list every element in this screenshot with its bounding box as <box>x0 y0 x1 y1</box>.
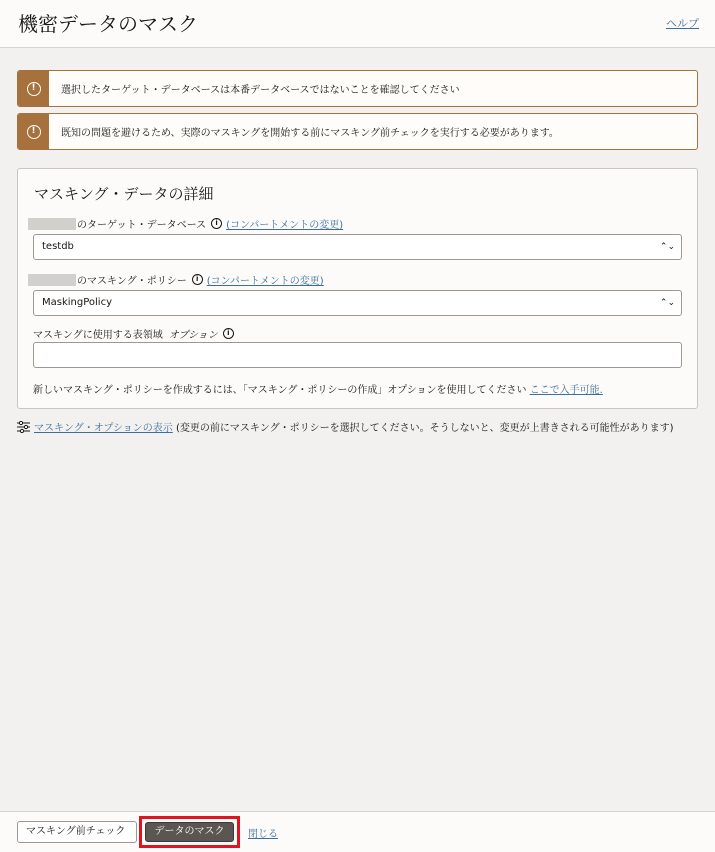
redacted-text <box>28 274 76 286</box>
available-here-link[interactable]: ここで入手可能. <box>529 385 603 396</box>
change-compartment-link[interactable]: (コンパートメントの変更) <box>226 220 344 231</box>
masking-options-row <box>17 421 702 439</box>
warning-text: 既知の問題を避けるため、実際のマスキングを開始する前にマスキング前チェックを実行する必要があります。 <box>61 128 559 139</box>
tablespace-input[interactable] <box>33 342 682 368</box>
mask-data-highlight <box>139 816 240 848</box>
masking-details-panel <box>17 168 698 409</box>
change-compartment-link[interactable]: (コンパートメントの変更) <box>206 276 324 287</box>
target-db-select[interactable] <box>33 234 682 260</box>
panel-title: マスキング・データの詳細 <box>34 185 214 203</box>
masking-options-note: (変更の前にマスキング・ポリシーを選択してください。そうしないと、変更が上書きされる可能性があります) <box>172 423 674 434</box>
target-db-value: testdb <box>42 241 74 252</box>
info-icon[interactable]: i <box>211 218 222 229</box>
create-policy-note <box>33 381 603 396</box>
note-text: 新しいマスキング・ポリシーを作成するには、「マスキング・ポリシーの作成」オプションを使用してください <box>33 385 527 396</box>
redacted-text <box>28 218 76 230</box>
mask-data-button[interactable]: データのマスク <box>145 822 234 842</box>
close-link[interactable]: 閉じる <box>248 829 278 840</box>
info-icon[interactable]: i <box>223 328 234 339</box>
warning-banner-target-db <box>17 70 698 107</box>
policy-label: のマスキング・ポリシー <box>77 276 187 287</box>
policy-label-row <box>28 272 324 287</box>
policy-value: MaskingPolicy <box>42 297 112 308</box>
page-header <box>0 0 715 48</box>
warning-icon: ! <box>18 71 49 106</box>
info-icon[interactable]: i <box>192 274 203 285</box>
target-db-label-row <box>28 216 343 231</box>
optional-label: オプション <box>168 330 218 341</box>
warning-banner-precheck <box>17 113 698 150</box>
footer-bar <box>0 811 715 852</box>
page-title: 機密データのマスク <box>18 12 198 36</box>
show-masking-options-link[interactable]: マスキング・オプションの表示 <box>34 423 173 434</box>
chevron-up-down-icon: ⌃⌄ <box>659 242 675 252</box>
sliders-icon <box>17 421 31 439</box>
warning-icon: ! <box>18 114 49 149</box>
policy-select[interactable] <box>33 290 682 316</box>
pre-masking-check-button[interactable]: マスキング前チェック <box>17 821 137 843</box>
warning-text: 選択したターゲット・データベースは本番データベースではないことを確認してください <box>61 85 460 96</box>
help-link[interactable]: ヘルプ <box>666 17 699 30</box>
target-db-label: のターゲット・データベース <box>77 220 207 231</box>
chevron-up-down-icon: ⌃⌄ <box>659 298 675 308</box>
tablespace-label: マスキングに使用する表領域 <box>33 330 163 341</box>
tablespace-label-row <box>33 326 238 341</box>
